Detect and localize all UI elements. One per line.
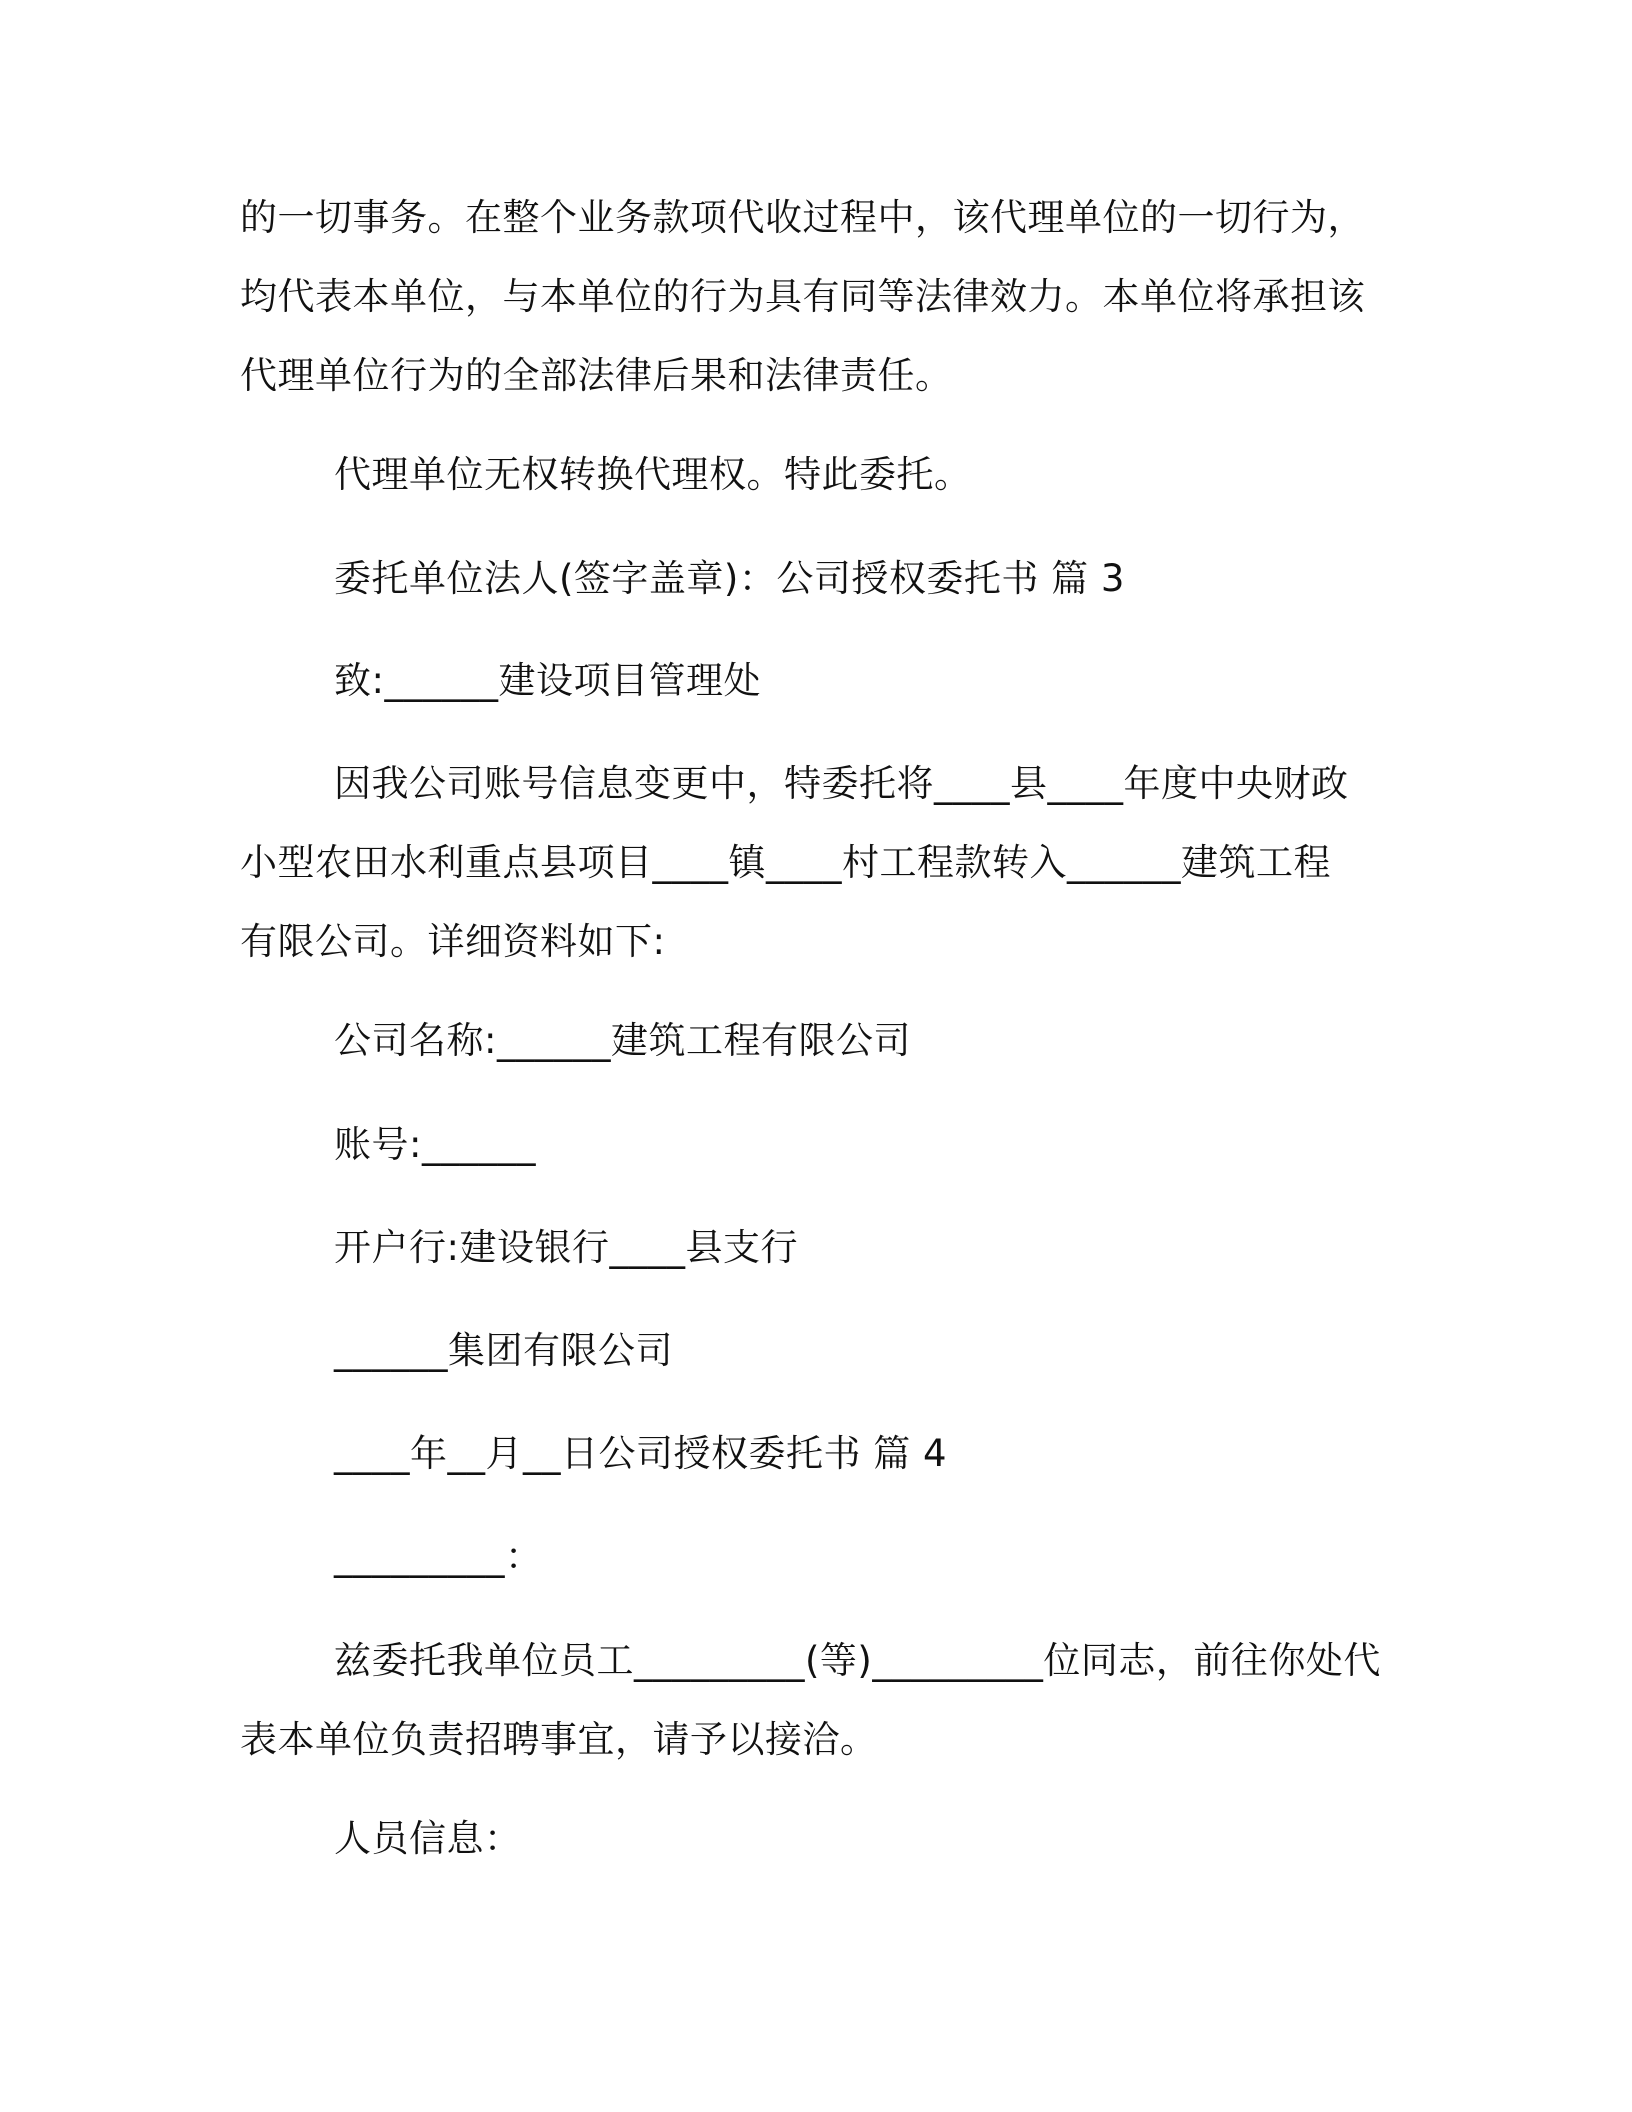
paragraph-4: 致:______建设项目管理处 <box>334 659 761 702</box>
paragraph-10: ____年__月__日公司授权委托书 篇 4 <box>334 1432 948 1475</box>
paragraph-7: 账号:______ <box>334 1123 536 1166</box>
paragraph-5-line-1: 因我公司账号信息变更中，特委托将____县____年度中央财政 <box>334 762 1349 805</box>
paragraph-1-line-3: 代理单位行为的全部法律后果和法律责任。 <box>240 354 953 397</box>
paragraph-2: 代理单位无权转换代理权。特此委托。 <box>334 453 972 496</box>
paragraph-1-line-1: 的一切事务。在整个业务款项代收过程中，该代理单位的一切行为， <box>240 196 1365 239</box>
paragraph-11: _________： <box>334 1535 543 1578</box>
paragraph-6: 公司名称:______建筑工程有限公司 <box>334 1019 911 1062</box>
paragraph-5-line-3: 有限公司。详细资料如下: <box>240 920 666 963</box>
paragraph-9: ______集团有限公司 <box>334 1329 673 1372</box>
paragraph-8: 开户行:建设银行____县支行 <box>334 1226 798 1269</box>
paragraph-1-line-2: 均代表本单位，与本单位的行为具有同等法律效力。本单位将承担该 <box>240 275 1365 318</box>
paragraph-12-line-1: 兹委托我单位员工_________(等)_________位同志，前往你处代 <box>334 1639 1381 1682</box>
paragraph-13: 人员信息： <box>334 1817 522 1860</box>
paragraph-5-line-2: 小型农田水利重点县项目____镇____村工程款转入______建筑工程 <box>240 841 1331 884</box>
paragraph-12-line-2: 表本单位负责招聘事宜，请予以接洽。 <box>240 1718 878 1761</box>
paragraph-3: 委托单位法人(签字盖章)：公司授权委托书 篇 3 <box>334 557 1125 600</box>
